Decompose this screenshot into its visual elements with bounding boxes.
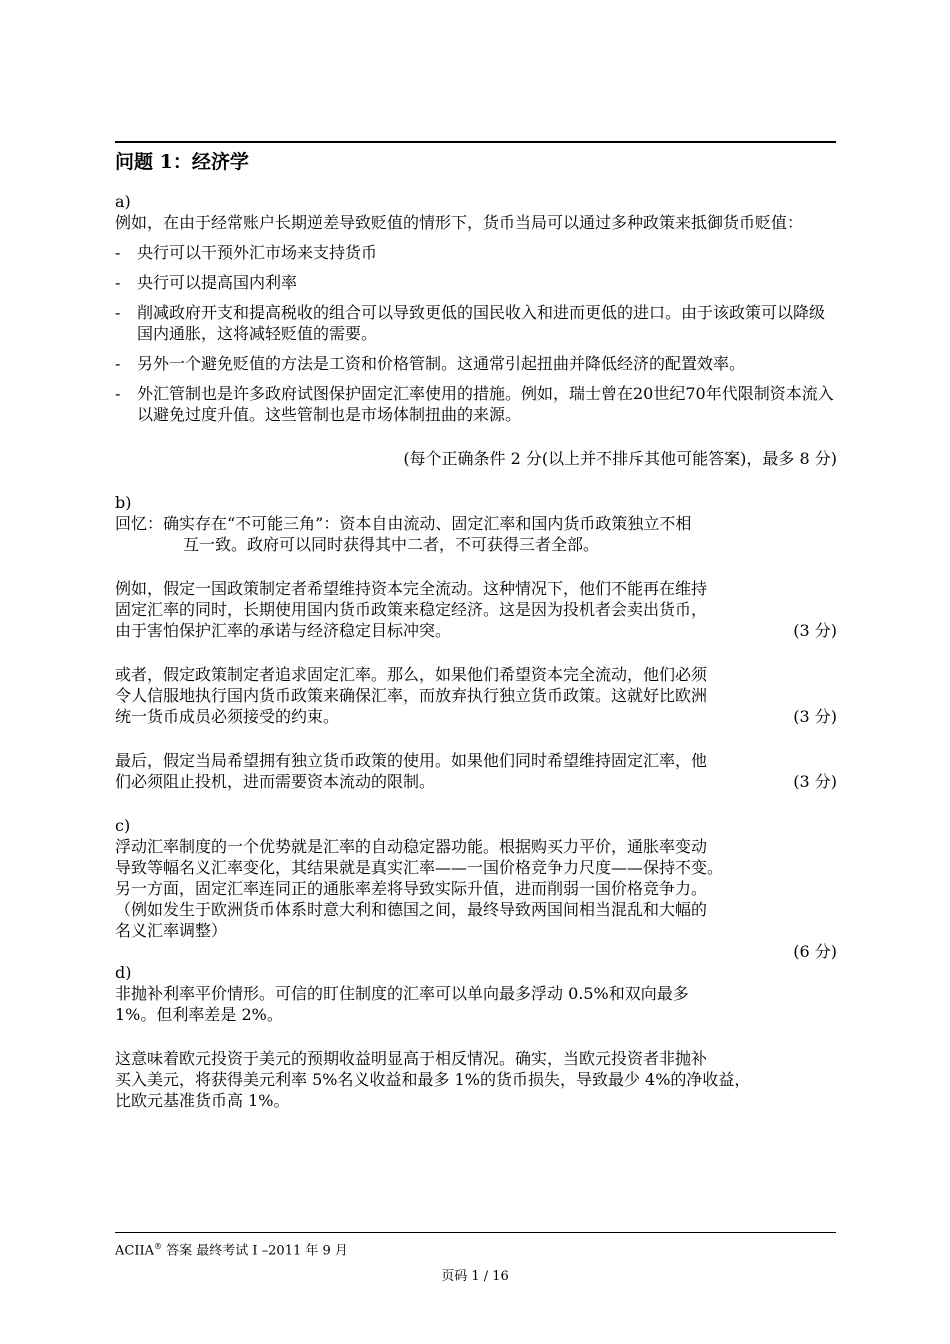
section-d-para1-line: 1%。但利率差是 2%。	[115, 1005, 283, 1024]
section-d-para1-line: 非抛补利率平价情形。可信的盯住制度的汇率可以单向最多浮动 0.5%和双向最多	[115, 984, 689, 1003]
footer-rule	[115, 1232, 836, 1233]
list-item: - 另外一个避免贬值的方法是工资和价格管制。这通常引起扭曲并降低经济的配置效率。	[115, 354, 746, 373]
top-rule	[115, 141, 836, 143]
section-b-para2-line: 令人信服地执行国内货币政策来确保汇率，而放弃执行独立货币政策。这就好比欧洲	[115, 686, 708, 705]
section-c-line: （例如发生于欧洲货币体系时意大利和德国之间，最终导致两国间相当混乱和大幅的	[115, 900, 708, 919]
section-c-line: 另一方面，固定汇率连同正的通胀率差将导致实际升值，进而削弱一国价格竞争力。	[115, 879, 708, 898]
section-a-label: a)	[115, 192, 131, 211]
section-d-para2-line: 买入美元，将获得美元利率 5%名义收益和最多 1%的货币损失，导致最少 4%的净收益，	[115, 1070, 751, 1089]
section-b-para3-last: 们必须阻止投机，进而需要资本流动的限制。 (3 分)	[115, 772, 837, 791]
section-b-para1-line: 例如，假定一国政策制定者希望维持资本完全流动。这种情况下，他们不能再在维持	[115, 579, 708, 598]
section-a-score: (每个正确条件 2 分(以上并不排斥其他可能答案)，最多 8 分)	[403, 449, 837, 468]
page-title: 问题 1：经济学	[115, 151, 249, 173]
section-d-para2-line: 这意味着欧元投资于美元的预期收益明显高于相反情况。确实，当欧元投资者非抛补	[115, 1049, 708, 1068]
list-item: - 央行可以提高国内利率	[115, 273, 298, 292]
score-label: (3 分)	[793, 621, 837, 640]
section-a-intro: 例如，在由于经常账户长期逆差导致贬值的情形下，货币当局可以通过多种政策来抵御货币贬值：	[115, 213, 804, 232]
section-b-recall: 回忆：确实存在“不可能三角”：资本自由流动、固定汇率和国内货币政策独立不相	[115, 514, 692, 533]
section-b-label: b)	[115, 493, 132, 512]
list-item: - 外汇管制也是许多政府试图保护固定汇率使用的措施。例如，瑞士曾在20世纪70年代限制资本流入以避免过度升值。这些管制也是市场体制扭曲的来源。	[115, 384, 834, 424]
section-b-para3-line: 最后，假定当局希望拥有独立货币政策的使用。如果他们同时希望维持固定汇率，他	[115, 751, 708, 770]
section-b-para2-line: 或者，假定政策制定者追求固定汇率。那么，如果他们希望资本完全流动，他们必须	[115, 665, 708, 684]
answer-body	[115, 191, 837, 1111]
section-c-label: c)	[115, 816, 131, 835]
score-label: (3 分)	[793, 772, 837, 791]
list-item: - 削减政府开支和提高税收的组合可以导致更低的国民收入和进而更低的进口。由于该政策可以降级国内通胀，这将减轻贬值的需要。	[115, 303, 826, 343]
score-label: (3 分)	[793, 707, 837, 726]
list-item: - 央行可以干预外汇市场来支持货币	[115, 243, 378, 262]
section-c-line: 导致等幅名义汇率变化，其结果就是真实汇率——一国价格竞争力尺度——保持不变。	[115, 858, 724, 877]
section-b-para1-last: 由于害怕保护汇率的承诺与经济稳定目标冲突。 (3 分)	[115, 621, 837, 640]
page-number: 页码 1 / 16	[441, 1269, 509, 1284]
footer-exam-info: ACIIA® 答案 最终考试 I –2011 年 9 月	[115, 1242, 348, 1259]
section-b-recall-cont: 互一致。政府可以同时获得其中二者，不可获得三者全部。	[183, 535, 600, 554]
section-d-label: d)	[115, 963, 132, 982]
section-b-para2-last: 统一货币成员必须接受的约束。 (3 分)	[115, 707, 837, 726]
section-c-line: 名义汇率调整）	[115, 921, 228, 940]
section-c-score: (6 分)	[793, 942, 837, 961]
section-c-line: 浮动汇率制度的一个优势就是汇率的自动稳定器功能。根据购买力平价，通胀率变动	[115, 837, 708, 856]
section-d-para2-line: 比欧元基准货币高 1%。	[115, 1091, 290, 1110]
section-b-para1-line: 固定汇率的同时，长期使用国内货币政策来稳定经济。这是因为投机者会卖出货币，	[115, 600, 708, 619]
